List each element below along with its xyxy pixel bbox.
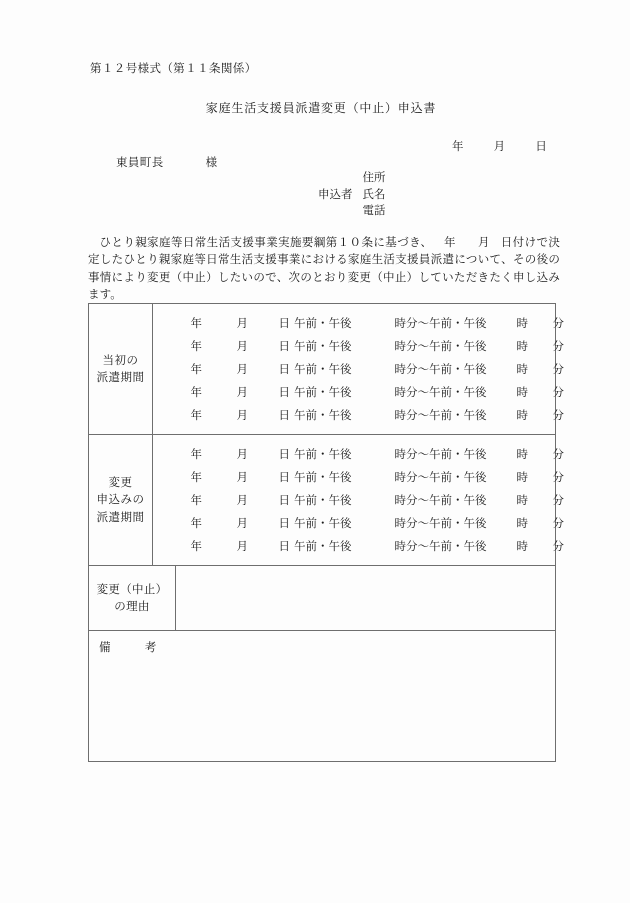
cell-end-hour: 時 bbox=[516, 469, 528, 484]
cell-day: 日 bbox=[278, 384, 290, 399]
page-title: 家庭生活支援員派遣変更（中止）申込書 bbox=[205, 101, 437, 115]
cell-start-hour: 時 bbox=[394, 538, 406, 553]
cell-day: 日 bbox=[278, 407, 290, 422]
cell-year: 年 bbox=[190, 407, 202, 422]
section-remarks[interactable] bbox=[89, 631, 555, 761]
cell-range-separator-end-ampm: 分〜午前・午後 bbox=[406, 446, 487, 461]
cell-end-hour: 時 bbox=[516, 515, 528, 530]
cell-day: 日 bbox=[278, 361, 290, 376]
cell-year: 年 bbox=[190, 538, 202, 553]
cell-start-hour: 時 bbox=[394, 469, 406, 484]
cell-range-separator-end-ampm: 分〜午前・午後 bbox=[406, 515, 487, 530]
cell-day: 日 bbox=[278, 338, 290, 353]
cell-end-hour: 時 bbox=[516, 407, 528, 422]
cell-start-ampm: 午前・午後 bbox=[294, 361, 352, 376]
cell-month: 月 bbox=[236, 515, 248, 530]
cell-start-hour: 時 bbox=[394, 315, 406, 330]
addressee bbox=[116, 154, 218, 170]
cell-end-hour: 時 bbox=[516, 361, 528, 376]
reason-label-line-2: の理由 bbox=[114, 599, 150, 613]
cell-month: 月 bbox=[236, 538, 248, 553]
cell-end-min: 分 bbox=[552, 492, 564, 507]
cell-start-hour: 時 bbox=[394, 384, 406, 399]
cell-end-min: 分 bbox=[552, 446, 564, 461]
cell-year: 年 bbox=[190, 446, 202, 461]
section-label-line-1: 変更 bbox=[108, 475, 133, 490]
cell-start-hour: 時 bbox=[394, 515, 406, 530]
cell-range-separator-end-ampm: 分〜午前・午後 bbox=[406, 538, 487, 553]
section-reason bbox=[89, 566, 555, 631]
section-label-changed-period bbox=[89, 435, 153, 565]
section-label-line-1: 当初の bbox=[102, 352, 139, 367]
cell-range-separator-end-ampm: 分〜午前・午後 bbox=[406, 338, 487, 353]
section-original-period bbox=[89, 304, 564, 435]
cell-month: 月 bbox=[236, 446, 248, 461]
reason-label-line-1: 変更（中止） bbox=[96, 581, 168, 596]
cell-end-min: 分 bbox=[552, 538, 564, 553]
cell-start-hour: 時 bbox=[394, 361, 406, 376]
cell-year: 年 bbox=[190, 361, 202, 376]
cell-month: 月 bbox=[236, 315, 248, 330]
applicant-phone-label: 電話 bbox=[362, 203, 386, 218]
cell-end-hour: 時 bbox=[516, 338, 528, 353]
cell-start-ampm: 午前・午後 bbox=[294, 538, 352, 553]
cell-year: 年 bbox=[190, 384, 202, 399]
cell-end-min: 分 bbox=[552, 515, 564, 530]
body-blank-year: 年 bbox=[443, 235, 456, 249]
cell-range-separator-end-ampm: 分〜午前・午後 bbox=[406, 492, 487, 507]
table-row[interactable] bbox=[153, 380, 564, 403]
section-rows-original-period bbox=[153, 304, 564, 434]
cell-end-min: 分 bbox=[552, 469, 564, 484]
cell-day: 日 bbox=[278, 492, 290, 507]
cell-start-ampm: 午前・午後 bbox=[294, 492, 352, 507]
cell-start-ampm: 午前・午後 bbox=[294, 446, 352, 461]
cell-month: 月 bbox=[236, 338, 248, 353]
cell-start-ampm: 午前・午後 bbox=[294, 469, 352, 484]
date-day-label: 日 bbox=[535, 139, 547, 153]
remarks-label-part-1: 備 bbox=[99, 640, 111, 654]
cell-month: 月 bbox=[236, 384, 248, 399]
reason-input-area[interactable] bbox=[176, 566, 555, 630]
cell-start-hour: 時 bbox=[394, 492, 406, 507]
section-label-line-2: 派遣期間 bbox=[96, 370, 145, 384]
cell-range-separator-end-ampm: 分〜午前・午後 bbox=[406, 361, 487, 376]
table-row[interactable] bbox=[153, 534, 564, 557]
cell-year: 年 bbox=[190, 492, 202, 507]
cell-end-hour: 時 bbox=[516, 384, 528, 399]
body-blank-month: 月 bbox=[477, 235, 490, 249]
cell-year: 年 bbox=[190, 469, 202, 484]
table-row[interactable] bbox=[153, 488, 564, 511]
table-row[interactable] bbox=[153, 334, 564, 357]
cell-day: 日 bbox=[278, 469, 290, 484]
cell-end-hour: 時 bbox=[516, 446, 528, 461]
cell-end-hour: 時 bbox=[516, 492, 528, 507]
section-label-original-period bbox=[89, 304, 153, 434]
cell-end-hour: 時 bbox=[516, 315, 528, 330]
cell-start-hour: 時 bbox=[394, 338, 406, 353]
cell-end-min: 分 bbox=[552, 338, 564, 353]
cell-day: 日 bbox=[278, 538, 290, 553]
submission-date-line bbox=[452, 138, 547, 154]
cell-month: 月 bbox=[236, 492, 248, 507]
body-paragraph bbox=[88, 234, 560, 304]
cell-year: 年 bbox=[190, 338, 202, 353]
cell-start-ampm: 午前・午後 bbox=[294, 384, 352, 399]
form-table bbox=[88, 303, 564, 762]
cell-start-hour: 時 bbox=[394, 446, 406, 461]
cell-end-min: 分 bbox=[552, 384, 564, 399]
form-number: 第１２号様式（第１１条関係） bbox=[90, 61, 257, 75]
table-row[interactable] bbox=[153, 511, 564, 534]
table-row[interactable] bbox=[153, 311, 564, 334]
cell-year: 年 bbox=[190, 515, 202, 530]
applicant-address-label: 住所 bbox=[362, 170, 386, 184]
section-label-reason bbox=[89, 566, 176, 630]
cell-end-min: 分 bbox=[552, 407, 564, 422]
cell-range-separator-end-ampm: 分〜午前・午後 bbox=[406, 384, 487, 399]
cell-end-min: 分 bbox=[552, 315, 564, 330]
table-row[interactable] bbox=[153, 357, 564, 380]
cell-end-min: 分 bbox=[552, 361, 564, 376]
cell-end-hour: 時 bbox=[516, 538, 528, 553]
applicant-fields bbox=[363, 169, 386, 219]
addressee-honorific: 様 bbox=[205, 155, 218, 169]
section-label-line-3: 派遣期間 bbox=[96, 509, 145, 524]
cell-year: 年 bbox=[190, 315, 202, 330]
cell-range-separator-end-ampm: 分〜午前・午後 bbox=[406, 407, 487, 422]
cell-range-separator-end-ampm: 分〜午前・午後 bbox=[406, 315, 487, 330]
cell-start-hour: 時 bbox=[394, 407, 406, 422]
remarks-label-part-2: 考 bbox=[144, 640, 157, 654]
cell-start-ampm: 午前・午後 bbox=[294, 315, 352, 330]
applicant-block bbox=[318, 169, 386, 219]
cell-day: 日 bbox=[278, 315, 290, 330]
remarks-label bbox=[99, 639, 157, 761]
date-month-label: 月 bbox=[493, 139, 506, 153]
body-part-2: 日付けで決定したひとり親家庭等日常生活支援事業における家庭生活支援員派遣について、その後の事情により変更（中止）したいので、次のとおり変更（中止）していただきたく申し込みます。 bbox=[88, 235, 561, 302]
cell-start-ampm: 午前・午後 bbox=[294, 338, 352, 353]
section-rows-changed-period bbox=[153, 435, 564, 565]
cell-start-ampm: 午前・午後 bbox=[294, 515, 352, 530]
cell-day: 日 bbox=[278, 446, 290, 461]
table-row[interactable] bbox=[153, 403, 564, 426]
cell-range-separator-end-ampm: 分〜午前・午後 bbox=[406, 469, 487, 484]
body-part-1: ひとり親家庭等日常生活支援事業実施要綱第１０条に基づき、 bbox=[99, 235, 433, 249]
table-row[interactable] bbox=[153, 442, 564, 465]
cell-month: 月 bbox=[236, 469, 248, 484]
cell-day: 日 bbox=[278, 515, 290, 530]
date-year-label: 年 bbox=[452, 139, 464, 153]
section-changed-period bbox=[89, 435, 564, 566]
cell-month: 月 bbox=[236, 407, 248, 422]
cell-month: 月 bbox=[236, 361, 248, 376]
table-row[interactable] bbox=[153, 465, 564, 488]
section-label-line-2: 申込みの bbox=[96, 492, 145, 507]
cell-start-ampm: 午前・午後 bbox=[294, 407, 352, 422]
applicant-label: 申込者 bbox=[318, 187, 353, 201]
addressee-name: 東員町長 bbox=[116, 155, 164, 169]
applicant-name-label: 氏名 bbox=[362, 186, 386, 201]
